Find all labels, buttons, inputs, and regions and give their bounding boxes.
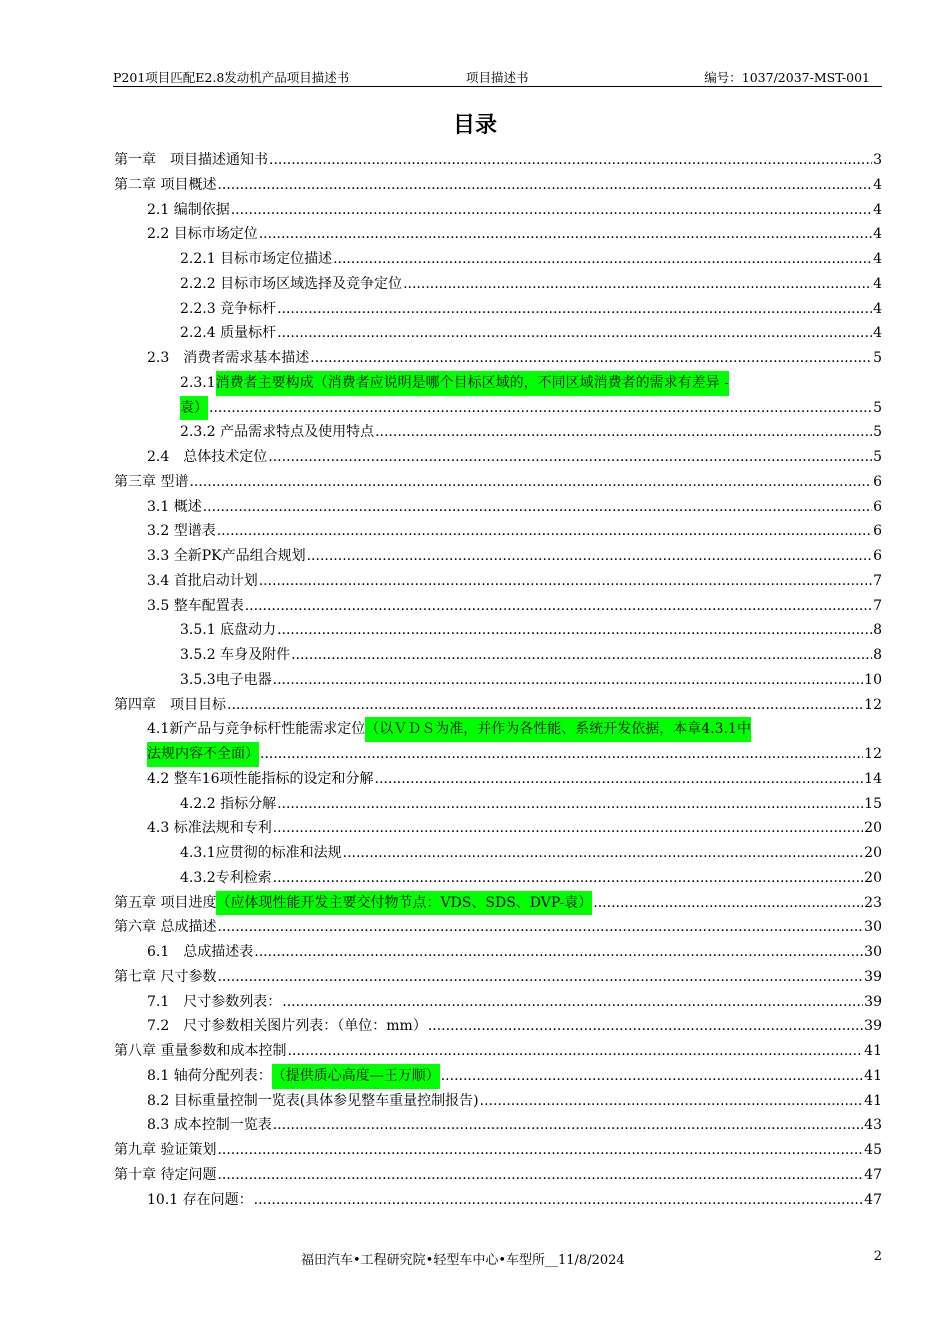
toc-entry-label: 4.2 整车16项性能指标的设定和分解 (147, 770, 374, 787)
toc-entry-page: 41 (864, 1067, 882, 1084)
toc-leader-dots (273, 668, 864, 693)
toc-entry-page: 23 (864, 894, 882, 911)
toc-entry-page: 4 (873, 201, 882, 218)
toc-entry[interactable] (114, 544, 882, 569)
toc-entry[interactable] (114, 668, 882, 693)
toc-entry-page: 5 (873, 350, 882, 366)
toc-entry-highlight-continued: 袁） (180, 396, 208, 421)
toc-entry-page: 39 (864, 993, 882, 1010)
toc-entry-page: 7 (873, 597, 882, 614)
toc-leader-dots (273, 1113, 863, 1138)
toc-leader-dots (277, 297, 872, 322)
toc-entry[interactable] (114, 272, 882, 297)
toc-entry[interactable] (114, 990, 882, 1015)
toc-leader-dots (277, 618, 872, 643)
toc-entry-highlight: （以ＶＤＳ为准，并作为各性能、系统开发依据，本章4.3.1中 (365, 717, 751, 742)
toc-leader-dots (310, 346, 872, 371)
toc-entry[interactable] (114, 346, 882, 371)
toc-entry[interactable] (114, 693, 882, 718)
toc-leader-dots (217, 1138, 863, 1163)
toc-entry[interactable] (114, 618, 882, 643)
toc-entry-label: 3.5.1 底盘动力 (180, 622, 277, 639)
toc-leader-dots (343, 841, 864, 866)
toc-entry-page: 8 (873, 647, 882, 663)
toc-entry-label: 第六章 总成描述 (114, 919, 217, 936)
toc-entry-page: 5 (873, 424, 882, 441)
toc-leader-dots (269, 148, 872, 173)
toc-leader-dots (480, 1089, 864, 1114)
toc-entry[interactable] (114, 717, 882, 767)
toc-entry[interactable] (114, 247, 882, 272)
toc-entry[interactable] (114, 594, 882, 619)
toc-leader-dots (217, 173, 872, 198)
toc-entry-page: 6 (873, 548, 882, 564)
toc-entry[interactable] (114, 1113, 882, 1138)
toc-entry-label: 第十章 待定问题 (114, 1166, 217, 1183)
toc-entry-label: 4.3.2专利检索 (180, 869, 272, 886)
toc-entry-page: 7 (873, 572, 882, 589)
toc-entry-label: 8.3 成本控制一览表 (147, 1117, 272, 1134)
toc-entry[interactable] (114, 643, 882, 668)
toc-entry[interactable] (114, 470, 882, 495)
toc-entry-label: 3.5.3电子电器 (180, 671, 272, 688)
toc-leader-dots (375, 767, 864, 792)
footer-organization-date: 福田汽车•工程研究院•轻型车中心•车型所__11/8/2024 (301, 1253, 625, 1268)
header-document-type: 项目描述书 (466, 70, 529, 85)
toc-entry-page: 41 (864, 1092, 882, 1109)
toc-entry-highlight: （提供质心高度—王万顺） (272, 1064, 440, 1089)
toc-entry-page: 39 (864, 1018, 882, 1035)
toc-entry[interactable] (114, 173, 882, 198)
toc-entry[interactable] (114, 940, 882, 965)
toc-entry-label: 3.4 首批启动计划 (147, 572, 258, 589)
toc-entry-label: 2.3.2 产品需求特点及使用特点 (180, 424, 375, 441)
toc-leader-dots (254, 940, 863, 965)
toc-entry[interactable] (114, 965, 882, 990)
toc-entry[interactable] (114, 1089, 882, 1114)
toc-entry-highlight-continued: 法规内容不全面） (147, 742, 259, 767)
toc-entry-label: 第七章 尺寸参数 (114, 968, 217, 985)
toc-leader-dots (259, 569, 872, 594)
toc-entry-highlight: 消费者主要构成（消费者应说明是哪个目标区域的，不同区域消费者的需求有差异 - (216, 371, 729, 396)
toc-entry-label: 第八章 重量参数和成本控制 (114, 1043, 287, 1059)
page-header (113, 68, 882, 87)
header-document-title: P201项目匹配E2.8发动机产品项目描述书 (113, 70, 350, 85)
toc-entry-label: 10.1 存在问题： (147, 1191, 253, 1208)
toc-entry-page: 4 (873, 275, 882, 292)
toc-entry-label: 4.3 标准法规和专利 (147, 820, 272, 837)
toc-leader-dots (254, 1188, 864, 1213)
toc-leader-dots (209, 396, 872, 421)
toc-entry[interactable] (114, 792, 882, 817)
toc-leader-dots (217, 1163, 863, 1188)
toc-entry-page: 4 (873, 251, 882, 267)
toc-leader-dots (277, 321, 872, 346)
toc-entry-page: 4 (873, 325, 882, 342)
toc-leader-dots (217, 519, 872, 544)
toc-leader-dots (307, 544, 872, 569)
toc-entry-label: 第四章 项目目标 (114, 696, 226, 713)
toc-entry-page: 41 (864, 1043, 882, 1059)
toc-entry[interactable] (114, 569, 882, 594)
toc-entry-label: 第三章 型谱 (114, 473, 189, 490)
toc-entry-page: 4 (873, 226, 882, 243)
toc-leader-dots (375, 420, 872, 445)
toc-entry-label: 第一章 项目描述通知书 (114, 152, 268, 168)
toc-entry-page: 12 (864, 746, 882, 762)
toc-entry[interactable] (114, 321, 882, 346)
toc-entry-label: 2.2.2 目标市场区域选择及竞争定位 (180, 275, 403, 292)
toc-entry-page: 20 (864, 869, 882, 886)
toc-entry[interactable] (114, 420, 882, 445)
toc-entry[interactable] (114, 816, 882, 841)
toc-entry-label: 第五章 项目进度 (114, 894, 217, 911)
toc-entry-highlight: （应体现性能开发主要交付物节点：VDS、SDS、DVP-袁） (216, 891, 592, 916)
toc-entry-page: 20 (864, 820, 882, 837)
toc-entry-page: 47 (864, 1191, 882, 1208)
toc-leader-dots (217, 915, 863, 940)
toc-entry-page: 4 (873, 176, 882, 193)
toc-entry[interactable] (114, 1188, 882, 1213)
toc-entry-page: 6 (873, 473, 882, 490)
toc-entry[interactable] (114, 915, 882, 940)
toc-entry-page: 3 (873, 152, 882, 168)
toc-entry[interactable] (114, 1039, 882, 1064)
toc-entry[interactable] (114, 767, 882, 792)
toc-entry-page: 43 (864, 1117, 882, 1134)
toc-entry-label: 2.3.1 (180, 374, 216, 391)
toc-entry-label: 3.5 整车配置表 (147, 597, 244, 614)
toc-entry-page: 15 (864, 795, 882, 812)
toc-entry-page: 30 (864, 944, 882, 960)
toc-entry[interactable] (114, 891, 882, 916)
toc-entry[interactable] (114, 148, 882, 173)
toc-entry-label: 第二章 项目概述 (114, 176, 217, 193)
toc-leader-dots (217, 965, 863, 990)
toc-entry-label: 第九章 验证策划 (114, 1142, 217, 1158)
toc-entry-label: 3.5.2 车身及附件 (180, 647, 291, 663)
toc-leader-dots (593, 891, 863, 916)
toc-entry-page: 12 (864, 696, 882, 713)
toc-leader-dots (441, 1064, 863, 1089)
toc-entry[interactable] (114, 222, 882, 247)
toc-entry-page: 45 (864, 1142, 882, 1158)
toc-entry-page: 6 (873, 498, 882, 515)
toc-entry-label: 4.3.1应贯彻的标准和法规 (180, 845, 342, 861)
toc-entry-page: 47 (864, 1166, 882, 1183)
toc-entry-label: 3.2 型谱表 (147, 523, 216, 540)
toc-entry-label: 2.3 消费者需求基本描述 (147, 350, 310, 366)
toc-entry-label: 7.1 尺寸参数列表： (147, 993, 282, 1010)
toc-entry-label: 8.1 轴荷分配列表： (147, 1067, 272, 1084)
toc-entry[interactable] (114, 866, 882, 891)
toc-entry-label: 3.1 概述 (147, 498, 202, 515)
toc-leader-dots (291, 643, 872, 668)
table-of-contents (114, 148, 882, 1212)
toc-entry-page: 30 (864, 919, 882, 936)
toc-entry[interactable] (114, 198, 882, 223)
toc-entry-label: 2.1 编制依据 (147, 201, 230, 218)
toc-entry[interactable] (114, 519, 882, 544)
header-document-number: 编号：1037/2037-MST-001 (704, 70, 870, 85)
page-title: 目录 (452, 113, 497, 138)
toc-entry-label: 2.4 总体技术定位 (147, 449, 268, 465)
toc-entry-label: 2.2 目标市场定位 (147, 226, 258, 243)
toc-entry-page: 39 (864, 968, 882, 985)
toc-entry-page: 5 (873, 449, 882, 465)
toc-entry[interactable] (114, 495, 882, 520)
toc-entry-label: 4.1新产品与竞争标杆性能需求定位 (147, 721, 366, 738)
toc-entry[interactable] (114, 445, 882, 470)
toc-entry-page: 14 (864, 770, 882, 787)
toc-entry[interactable] (114, 297, 882, 322)
toc-entry[interactable] (114, 841, 882, 866)
toc-leader-dots (259, 222, 872, 247)
toc-leader-dots (231, 198, 872, 223)
toc-leader-dots (333, 247, 872, 272)
toc-entry-page: 10 (864, 671, 882, 688)
toc-entry-page: 5 (873, 399, 882, 416)
toc-leader-dots (227, 693, 863, 718)
toc-entry-page: 20 (864, 845, 882, 861)
toc-entry-label: 2.2.3 竞争标杆 (180, 300, 277, 317)
toc-entry-label: 2.2.4 质量标杆 (180, 325, 277, 342)
toc-leader-dots (428, 1014, 863, 1039)
toc-leader-dots (203, 495, 872, 520)
toc-leader-dots (245, 594, 872, 619)
toc-entry[interactable] (114, 371, 882, 421)
toc-entry-page: 8 (873, 622, 882, 639)
toc-entry-label: 3.3 全新PK产品组合规划 (147, 548, 306, 564)
toc-leader-dots (273, 866, 864, 891)
footer-page-number: 2 (873, 1249, 882, 1264)
toc-leader-dots (273, 816, 863, 841)
toc-entry-page: 4 (873, 300, 882, 317)
toc-entry-label: 8.2 目标重量控制一览表(具体参见整车重量控制报告) (147, 1092, 479, 1109)
toc-leader-dots (189, 470, 872, 495)
toc-leader-dots (403, 272, 872, 297)
toc-entry[interactable] (114, 1014, 882, 1039)
toc-entry-label: 6.1 总成描述表 (147, 944, 254, 960)
toc-entry-label: 4.2.2 指标分解 (180, 795, 277, 812)
toc-entry-label: 7.2 尺寸参数相关图片列表：（单位：mm） (147, 1018, 427, 1035)
toc-entry-label: 2.2.1 目标市场定位描述 (180, 251, 333, 267)
toc-leader-dots (260, 742, 863, 767)
toc-entry[interactable] (114, 1064, 882, 1089)
toc-entry-page: 6 (873, 523, 882, 540)
toc-leader-dots (282, 990, 863, 1015)
toc-leader-dots (277, 792, 863, 817)
toc-leader-dots (287, 1039, 863, 1064)
toc-entry[interactable] (114, 1163, 882, 1188)
toc-entry[interactable] (114, 1138, 882, 1163)
toc-leader-dots (268, 445, 872, 470)
